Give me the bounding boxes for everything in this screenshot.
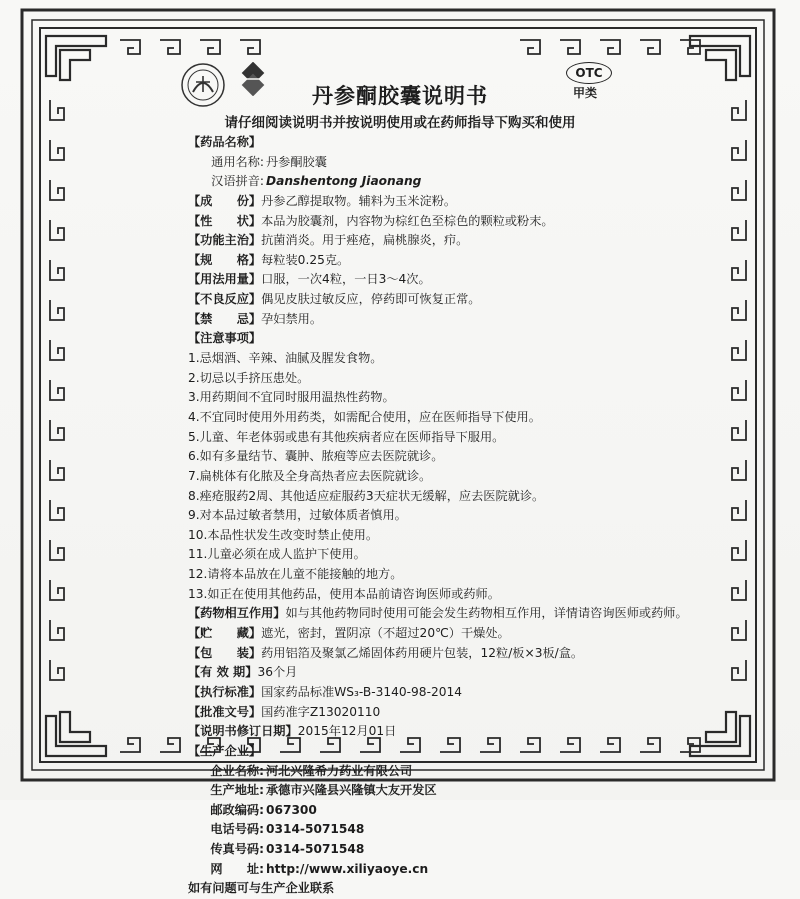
field-row	[188, 624, 708, 644]
field-row	[188, 604, 708, 624]
otc-badge: OTC	[566, 62, 612, 84]
manufacturer-value: 承德市兴隆县兴隆镇大友开发区	[266, 783, 437, 798]
field-row	[188, 192, 708, 212]
precautions-header: 【注意事项】	[188, 331, 262, 346]
precaution-item: 1.忌烟酒、辛辣、油腻及腥发食物。	[188, 351, 383, 366]
field-value: 国家药品标准WS₃-B-3140-98-2014	[261, 684, 462, 699]
fields-block	[188, 192, 708, 329]
field-label: 【不良反应】	[188, 292, 262, 307]
field-value: 国药准字Z13020110	[261, 704, 381, 719]
precaution-item: 9.对本品过敏者禁用，过敏体质者慎用。	[188, 508, 407, 523]
manufacturer-row	[188, 781, 708, 801]
field-row	[188, 231, 708, 251]
field-row	[188, 644, 708, 664]
contact-footer: 如有问题可与生产企业联系	[188, 881, 335, 896]
precaution-item: 2.切忌以手挤压患处。	[188, 370, 310, 385]
manufacturer-label: 邮政编码:	[210, 802, 264, 817]
manufacturer-value: http://www.xiliyaoye.cn	[266, 861, 429, 876]
field-label: 【功能主治】	[188, 233, 262, 248]
pinyin-row: 汉语拼音: Danshentong Jiaonang	[211, 174, 422, 189]
field-label: 【药物相互作用】	[188, 606, 286, 621]
field-label: 【性 状】	[188, 213, 262, 228]
manufacturer-label: 网 址:	[210, 861, 264, 876]
precaution-item: 13.如正在使用其他药品，使用本品前请咨询医师或药师。	[188, 586, 500, 601]
field-label: 【成 份】	[188, 193, 262, 208]
precaution-item: 11.儿童必须在成人监护下使用。	[188, 547, 366, 562]
field-row	[188, 310, 708, 330]
precaution-item: 3.用药期间不宜同时服用温热性药物。	[188, 390, 395, 405]
field-value: 药用铝箔及聚氯乙烯固体药用硬片包装，12粒/板×3板/盒。	[261, 645, 584, 660]
instruction-content	[188, 133, 708, 899]
manufacturer-value: 0314-5071548	[266, 842, 365, 857]
manufacturer-row	[188, 840, 708, 860]
field-label: 【有 效 期】	[188, 665, 258, 680]
field-row	[188, 270, 708, 290]
field-value: 36个月	[257, 665, 298, 680]
field-row	[188, 703, 708, 723]
document-title: 丹参酮胶囊说明书	[312, 84, 488, 108]
generic-name-row: 通用名称: 丹参酮胶囊	[211, 154, 327, 169]
field-value: 偶见皮肤过敏反应，停药即可恢复正常。	[261, 292, 481, 307]
field-label: 【执行标准】	[188, 684, 262, 699]
field-label: 【禁 忌】	[188, 311, 262, 326]
document-subtitle: 请仔细阅读说明书并按说明使用或在药师指导下购买和使用	[224, 115, 576, 131]
field-row	[188, 722, 708, 742]
field-value: 如与其他药物同时使用可能会发生药物相互作用，详情请咨询医师或药师。	[285, 606, 688, 621]
field-value: 丹参乙醇提取物。辅料为玉米淀粉。	[261, 193, 457, 208]
field-row	[188, 212, 708, 232]
field-label: 【贮 藏】	[188, 626, 262, 641]
manufacturer-label: 生产地址:	[210, 783, 264, 798]
field-label: 【说明书修订日期】	[188, 724, 298, 739]
field-row	[188, 663, 708, 683]
manufacturer-value: 067300	[266, 802, 317, 817]
field-value: 抗菌消炎。用于痤疮，扁桃腺炎，疖。	[261, 233, 469, 248]
fields2-block	[188, 604, 708, 741]
field-value: 每粒装0.25克。	[261, 252, 350, 267]
precaution-item: 8.痤疮服药2周、其他适应症服药3天症状无缓解，应去医院就诊。	[188, 488, 545, 503]
precaution-item: 10.本品性状发生改变时禁止使用。	[188, 527, 379, 542]
manufacturer-label: 企业名称:	[210, 763, 264, 778]
precaution-item: 5.儿童、年老体弱或患有其他疾病者应在医师指导下服用。	[188, 429, 505, 444]
otc-class: 甲类	[573, 86, 598, 100]
manufacturer-block	[188, 762, 708, 880]
precaution-item: 4.不宜同时使用外用药类，如需配合使用，应在医师指导下使用。	[188, 409, 541, 424]
field-value: 2015年12月01日	[297, 724, 397, 739]
manufacturer-label: 电话号码:	[210, 822, 264, 837]
field-value: 遮光，密封，置阴凉（不超过20℃）干燥处。	[261, 626, 510, 641]
drug-name-header: 【药品名称】	[188, 135, 262, 149]
field-label: 【批准文号】	[188, 704, 262, 719]
field-value: 孕妇禁用。	[261, 311, 323, 326]
field-label: 【规 格】	[188, 252, 262, 267]
field-row	[188, 290, 708, 310]
manufacturer-value: 0314-5071548	[266, 822, 365, 837]
precaution-item: 6.如有多量结节、囊肿、脓疱等应去医院就诊。	[188, 449, 444, 464]
manufacturer-row	[188, 820, 708, 840]
manufacturer-row	[188, 860, 708, 880]
field-row	[188, 683, 708, 703]
manufacturer-value: 河北兴隆希力药业有限公司	[266, 763, 413, 778]
precautions-list	[188, 349, 708, 604]
manufacturer-row	[188, 801, 708, 821]
field-row	[188, 251, 708, 271]
precaution-item: 7.扁桃体有化脓及全身高热者应去医院就诊。	[188, 468, 432, 483]
manufacturer-label: 传真号码:	[210, 842, 264, 857]
field-label: 【包 装】	[188, 645, 262, 660]
precaution-item: 12.请将本品放在儿童不能接触的地方。	[188, 567, 403, 582]
field-label: 【用法用量】	[188, 272, 262, 287]
manufacturer-row	[188, 762, 708, 782]
manufacturer-header: 【生产企业】	[188, 743, 262, 758]
field-value: 口服，一次4粒，一日3～4次。	[261, 272, 431, 287]
field-value: 本品为胶囊剂，内容物为棕红色至棕色的颗粒或粉末。	[261, 213, 554, 228]
